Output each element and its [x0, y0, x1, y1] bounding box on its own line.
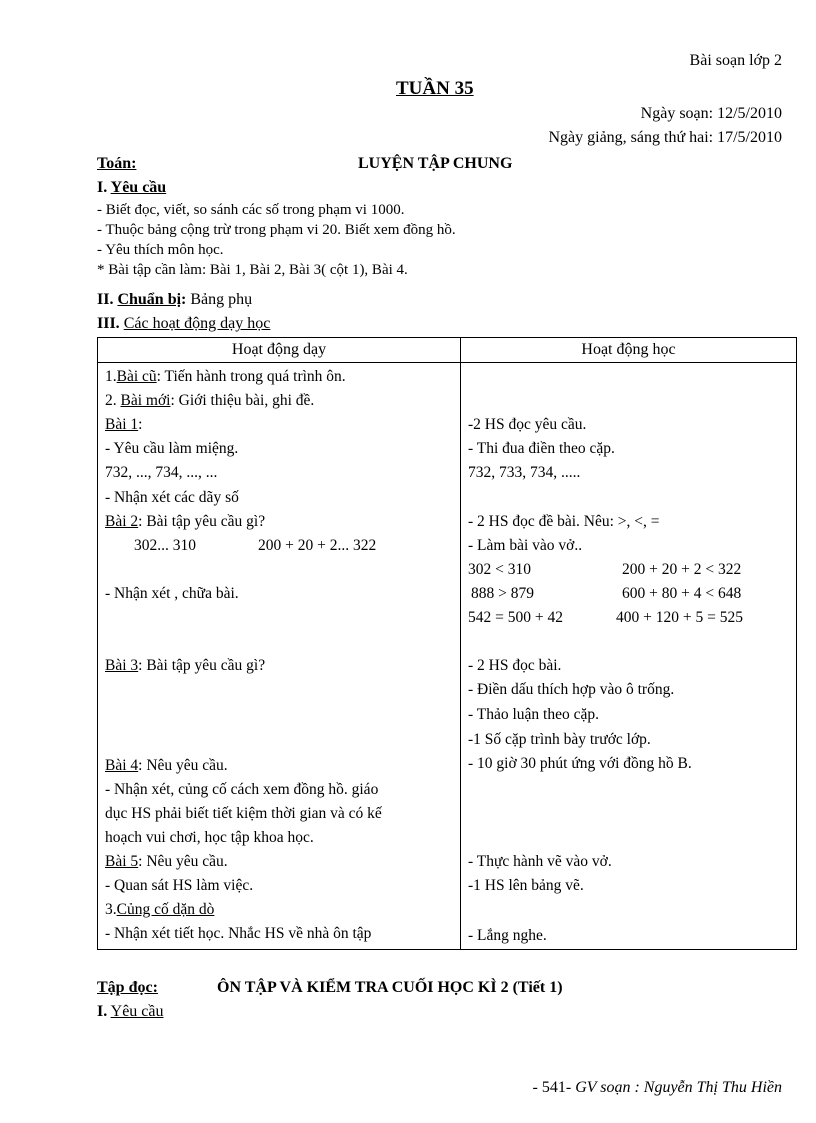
column-header-student: Hoạt động học — [461, 338, 797, 363]
doc-label: Bài soạn lớp 2 — [689, 52, 782, 69]
teacher-line: - Nhận xét , chữa bài. — [105, 585, 239, 602]
requirement-item: - Yêu thích môn học. — [97, 242, 224, 258]
column-header-teacher: Hoạt động dạy — [98, 338, 461, 363]
student-line: - Lắng nghe. — [468, 927, 547, 944]
student-line: - Thực hành vẽ vào vở. — [468, 853, 612, 870]
lesson-title: LUYỆN TẬP CHUNG — [358, 155, 513, 172]
teacher-line: Bài 1: — [105, 416, 143, 433]
teacher-line: 3.Củng cố dặn dò — [105, 901, 215, 918]
requirement-item: * Bài tập cần làm: Bài 1, Bài 2, Bài 3( cột 1), Bài 4. — [97, 262, 408, 278]
teacher-line: hoạch vui chơi, học tập khoa học. — [105, 829, 314, 846]
footer-author: GV soạn : Nguyễn Thị Thu Hiền — [575, 1079, 782, 1096]
teacher-line: - Nhận xét các dãy số — [105, 489, 239, 506]
lesson2-title: ÔN TẬP VÀ KIỂM TRA CUỐI HỌC KÌ 2 (Tiết 1) — [217, 979, 563, 996]
lesson-subject: Toán: — [97, 155, 137, 172]
student-line: -2 HS đọc yêu cầu. — [468, 416, 587, 433]
lesson2-section-requirements: I. Yêu cầu — [97, 1003, 164, 1020]
student-line: - Điền dấu thích hợp vào ô trống. — [468, 681, 675, 698]
student-answer: 400 + 120 + 5 = 525 — [616, 609, 743, 626]
requirement-item: - Biết đọc, viết, so sánh các số trong phạm vi 1000. — [97, 202, 405, 218]
section-preparation: II. Chuẩn bị: Bảng phụ — [97, 291, 253, 308]
student-answer: 888 > 879 — [471, 585, 534, 602]
page-number: - 541- — [532, 1079, 572, 1096]
student-line: - 2 HS đọc bài. — [468, 657, 562, 674]
teacher-line: 302... 310 — [134, 537, 196, 554]
teacher-line: - Nhận xét tiết học. Nhắc HS về nhà ôn tập — [105, 925, 372, 942]
activities-table — [97, 337, 797, 950]
teacher-line: 200 + 20 + 2... 322 — [258, 537, 377, 554]
requirement-item: - Thuộc bảng cộng trừ trong phạm vi 20. Biết xem đồng hồ. — [97, 222, 456, 238]
student-answer: 200 + 20 + 2 < 322 — [622, 561, 742, 578]
teacher-line: - Nhận xét, củng cố cách xem đồng hồ. giáo — [105, 781, 379, 798]
teacher-line: Bài 5: Nêu yêu cầu. — [105, 853, 228, 870]
student-line: - 2 HS đọc đề bài. Nêu: >, <, = — [468, 513, 660, 530]
student-activities-cell — [461, 363, 797, 950]
teach-date: Ngày giảng, sáng thứ hai: 17/5/2010 — [548, 129, 782, 146]
section-requirements: I. Yêu cầu — [97, 179, 167, 196]
page-footer — [533, 1079, 782, 1097]
student-line: - Thi đua điền theo cặp. — [468, 440, 615, 457]
student-line: - Làm bài vào vở.. — [468, 537, 583, 554]
prep-date: Ngày soạn: 12/5/2010 — [640, 105, 782, 122]
requirements-list — [97, 200, 456, 280]
student-answer: 600 + 80 + 4 < 648 — [622, 585, 742, 602]
teacher-line: Bài 4: Nêu yêu cầu. — [105, 757, 228, 774]
student-line: -1 Số cặp trình bày trước lớp. — [468, 731, 651, 748]
week-title: TUẦN 35 — [396, 78, 474, 99]
teacher-line: Bài 3: Bài tập yêu cầu gì? — [105, 657, 266, 674]
teacher-line: 732, ..., 734, ..., ... — [105, 464, 218, 481]
lesson2-subject: Tập đọc: — [97, 979, 158, 996]
teacher-line: Bài 2: Bài tập yêu cầu gì? — [105, 513, 266, 530]
student-line: -1 HS lên bảng vẽ. — [468, 877, 584, 894]
student-answer: 302 < 310 — [468, 561, 531, 578]
student-line: 732, 733, 734, ..... — [468, 464, 581, 481]
student-answer: 542 = 500 + 42 — [468, 609, 563, 626]
teacher-line: dục HS phải biết tiết kiệm thời gian và có kế — [105, 805, 382, 822]
teacher-activities-cell — [98, 363, 461, 950]
student-line: - 10 giờ 30 phút ứng với đồng hồ B. — [468, 755, 692, 772]
teacher-line: 2. Bài mới: Giới thiệu bài, ghi đề. — [105, 392, 315, 409]
teacher-line: 1.Bài cũ: Tiến hành trong quá trình ôn. — [105, 368, 346, 385]
teacher-line: - Quan sát HS làm việc. — [105, 877, 254, 894]
student-line: - Thảo luận theo cặp. — [468, 706, 599, 723]
teacher-line: - Yêu cầu làm miệng. — [105, 440, 239, 457]
section-activities: III. Các hoạt động dạy học — [97, 315, 271, 332]
